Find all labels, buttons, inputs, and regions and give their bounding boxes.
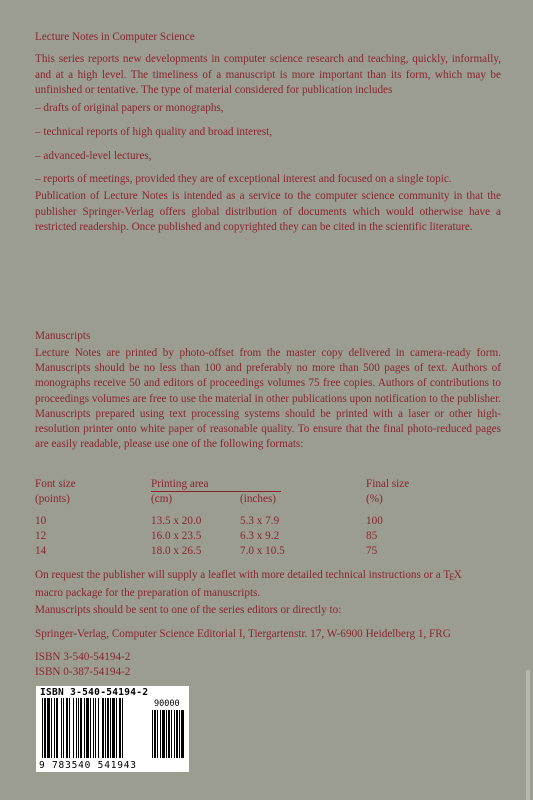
list-item: – advanced-level lectures, (35, 150, 152, 162)
list-item: – reports of meetings, provided they are of exceptional interest and focused on a single topic. (35, 173, 452, 185)
barcode-ean-number: 9 783540 541943 (39, 760, 137, 771)
leaflet-paragraph (35, 568, 501, 601)
series-title: Lecture Notes in Computer Science (35, 31, 195, 43)
list-item: – technical reports of high quality and broad interest, (35, 126, 273, 138)
cell-final: 100 (366, 515, 383, 527)
barcode-isbn-label: ISBN 3-540-54194-2 (40, 687, 149, 698)
leaflet-text-part2: macro package for the preparation of manuscripts. (35, 586, 261, 599)
col-subheader-points: (points) (35, 493, 70, 505)
intro-text: This series reports new developments in computer science research and teaching, quickly, informally, and at a high level. The timeliness of a manuscript is more important than its form, which may be unfinished or tentative. The type of material considered for publication includes (35, 53, 501, 97)
leaflet-text-part1: On request the publisher will supply a leaflet with more detailed technical instructions or a (35, 569, 441, 581)
send-to-text: Manuscripts should be sent to one of the series editors or directly to: (35, 604, 342, 616)
cell-cm: 13.5 x 20.0 (151, 515, 202, 527)
list-item: – drafts of original papers or monographs, (35, 102, 224, 114)
tex-logo: $T_EX$ (443, 569, 462, 583)
cell-font-size: 10 (35, 515, 47, 527)
cell-inches: 7.0 x 10.5 (240, 545, 285, 557)
publication-paragraph (35, 189, 501, 236)
isbn-line: ISBN 0-387-54194-2 (35, 666, 131, 678)
cell-cm: 16.0 x 23.5 (151, 530, 202, 542)
col-subheader-cm: (cm) (151, 493, 173, 505)
cell-final: 75 (366, 545, 378, 557)
cell-cm: 18.0 x 26.5 (151, 545, 202, 557)
cell-final: 85 (366, 530, 378, 542)
barcode-addon-number: 90000 (154, 699, 180, 709)
cell-inches: 5.3 x 7.9 (240, 515, 280, 527)
col-header-font-size: Font size (35, 478, 76, 490)
barcode (36, 686, 189, 772)
cell-inches: 6.3 x 9.2 (240, 530, 280, 542)
col-header-printing-area: Printing area (151, 478, 209, 490)
manuscripts-paragraph (35, 346, 501, 452)
cell-font-size: 12 (35, 530, 47, 542)
col-subheader-percent: (%) (366, 493, 383, 505)
col-subheader-inches: (inches) (240, 493, 277, 505)
cell-font-size: 14 (35, 545, 47, 557)
spine-strip (520, 0, 533, 800)
publication-text: Publication of Lecture Notes is intended as a service to the computer science community in that the publisher Springer-Verlag offers global distribution of documents which would otherwise have a restricted readership. Once published and copyrighted they can be cited in the scientific literature. (35, 190, 501, 234)
col-header-final-size: Final size (366, 478, 410, 490)
manuscripts-heading: Manuscripts (35, 330, 91, 342)
isbn-line: ISBN 3-540-54194-2 (35, 651, 131, 663)
manuscripts-text: Lecture Notes are printed by photo-offset from the master copy delivered in camera-ready form. Manuscripts should be no less than 100 and preferably no more than 500 pages of text. Authors of monographs receive 50 and editors of proceedings volumes 75 free copies. Authors of contributions to proceedings volumes are free to use the material in other publications upon notification to the publisher. Manuscripts prepared using text processing systems should be printed with a laser or other high-resolution printer onto white paper of reasonable quality. To ensure that the final photo-reduced pages are easily readable, please use one of the following formats: (35, 347, 501, 451)
intro-paragraph (35, 52, 501, 99)
publisher-address: Springer-Verlag, Computer Science Editorial I, Tiergartenstr. 17, W-6900 Heidelberg 1, FRG (35, 628, 451, 640)
